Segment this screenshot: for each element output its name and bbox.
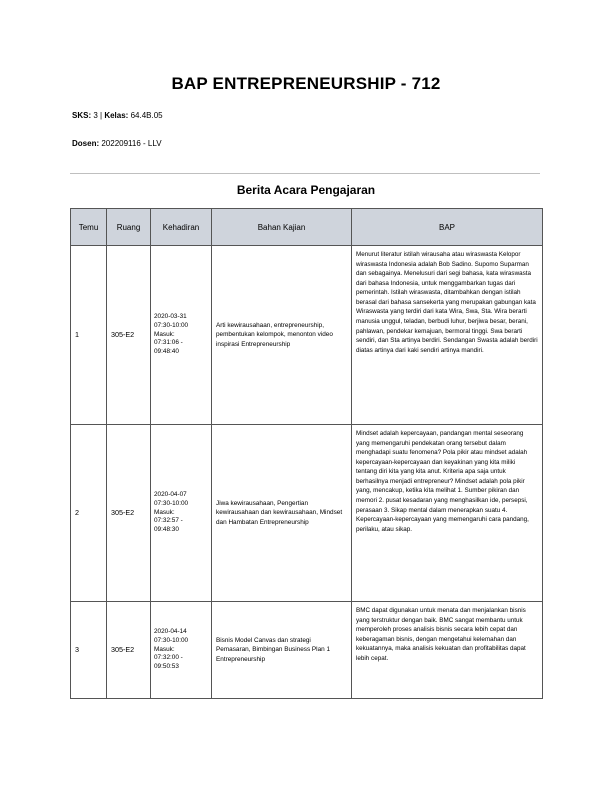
bap-table <box>70 208 543 699</box>
section-title: Berita Acara Pengajaran <box>236 183 376 197</box>
cell-bahan-kajian: Arti kewirausahaan, entrepreneurship, pembentukan kelompok, menonton video inspirasi Entrepreneurship <box>212 246 352 425</box>
lecturer-line <box>72 139 162 148</box>
cell-kehadiran: 2020-04-07 07:30-10:00 Masuk: 07:32:57 - 09:48:30 <box>151 425 212 602</box>
sks-label: SKS: <box>72 111 92 120</box>
header-temu: Temu <box>71 209 107 246</box>
cell-bahan-kajian: Jiwa kewirausahaan, Pengertian kewirausahaan dan kewirausahaan, Mindset dan Hambatan Entrepreneurship <box>212 425 352 602</box>
cell-ruang: 305-E2 <box>107 425 151 602</box>
dosen-label: Dosen: <box>72 139 100 148</box>
table-row <box>71 602 543 699</box>
cell-temu: 2 <box>71 425 107 602</box>
cell-bap: BMC dapat digunakan untuk menata dan menjalankan bisnis yang terstruktur dengan baik. BMC sangat membantu untuk memperoleh proses analisis bisnis secara lebih cepat dan keberagaman bisnis, dengan mengetahui kelemahan dan kekuatannya, maka analisis kekuatan dan profitabilitas dapat lebih cepat. <box>352 602 543 699</box>
cell-kehadiran: 2020-03-31 07:30-10:00 Masuk: 07:31:06 - 09:48:40 <box>151 246 212 425</box>
sks-value: 3 | <box>91 111 105 120</box>
header-ruang: Ruang <box>107 209 151 246</box>
header-bahan-kajian: Bahan Kajian <box>212 209 352 246</box>
cell-kehadiran: 2020-04-14 07:30-10:00 Masuk: 07:32:00 - 09:50:53 <box>151 602 212 699</box>
kelas-value: 64.4B.05 <box>128 111 163 120</box>
cell-bap: Mindset adalah kepercayaan, pandangan mental seseorang yang memengaruhi pendekatan orang tersebut dalam menghadapi suatu fenomena? Pola pikir atau mindset adalah kepercayaan-kepercayaan dan keyakinan yang kita miliki tentang diri kita yang kita anut. Kriteria apa saja untuk berhasilnya menjadi entrepreneur? Mindset adalah pola pikir yang, mencakup, ketika kita melihat 1. Sumber pikiran dan memori 2. pusat kesadaran yang menghasilkan ide, persepsi, perasaan 3. Sikap mental dalam menerapkan suatu 4. Kepercayaan-kepercayaan yang memengaruhi cara pandang, perilaku, atau sikap. <box>352 425 543 602</box>
dosen-value: 202209116 - LLV <box>99 139 162 148</box>
table-row <box>71 246 543 425</box>
table-row <box>71 425 543 602</box>
cell-bahan-kajian: Bisnis Model Canvas dan strategi Pemasaran, Bimbingan Business Plan 1 Entrepreneurship <box>212 602 352 699</box>
cell-temu: 1 <box>71 246 107 425</box>
header-bap: BAP <box>352 209 543 246</box>
divider <box>70 173 540 174</box>
document-title: BAP ENTREPRENEURSHIP - 712 <box>171 74 441 93</box>
cell-ruang: 305-E2 <box>107 602 151 699</box>
cell-temu: 3 <box>71 602 107 699</box>
table-header-row <box>71 209 543 246</box>
kelas-label: Kelas: <box>104 111 129 120</box>
course-meta-line <box>72 111 163 120</box>
cell-bap: Menurut literatur istilah wirausaha atau wiraswasta Kelopor wiraswasta Indonesia adalah Bob Sadino. Supomo Suparman dan sebagainya. Menelusuri dari segi bahasa, kata wiraswasta dari bahasa Indonesia, untuk menggambarkan tugas dari pemerintah. Istilah wiraswasta, ditambahkan dengan istilah berasal dari bahasa sansekerta yang merupakan gabungan kata Wiraswasta yang terdiri dari kata Wira, Swa, Sta. Wira berarti manusia unggul, teladan, berbudi luhur, berjiwa besar, berani, pahlawan, pendekar kemajuan, bermoral tinggi. Swa berarti sendiri, dan Sta artinya berdiri. Sendangan Swasta adalah berdiri diatas artinya dari kaki sendiri artinya mandiri. <box>352 246 543 425</box>
cell-ruang: 305-E2 <box>107 246 151 425</box>
header-kehadiran: Kehadiran <box>151 209 212 246</box>
